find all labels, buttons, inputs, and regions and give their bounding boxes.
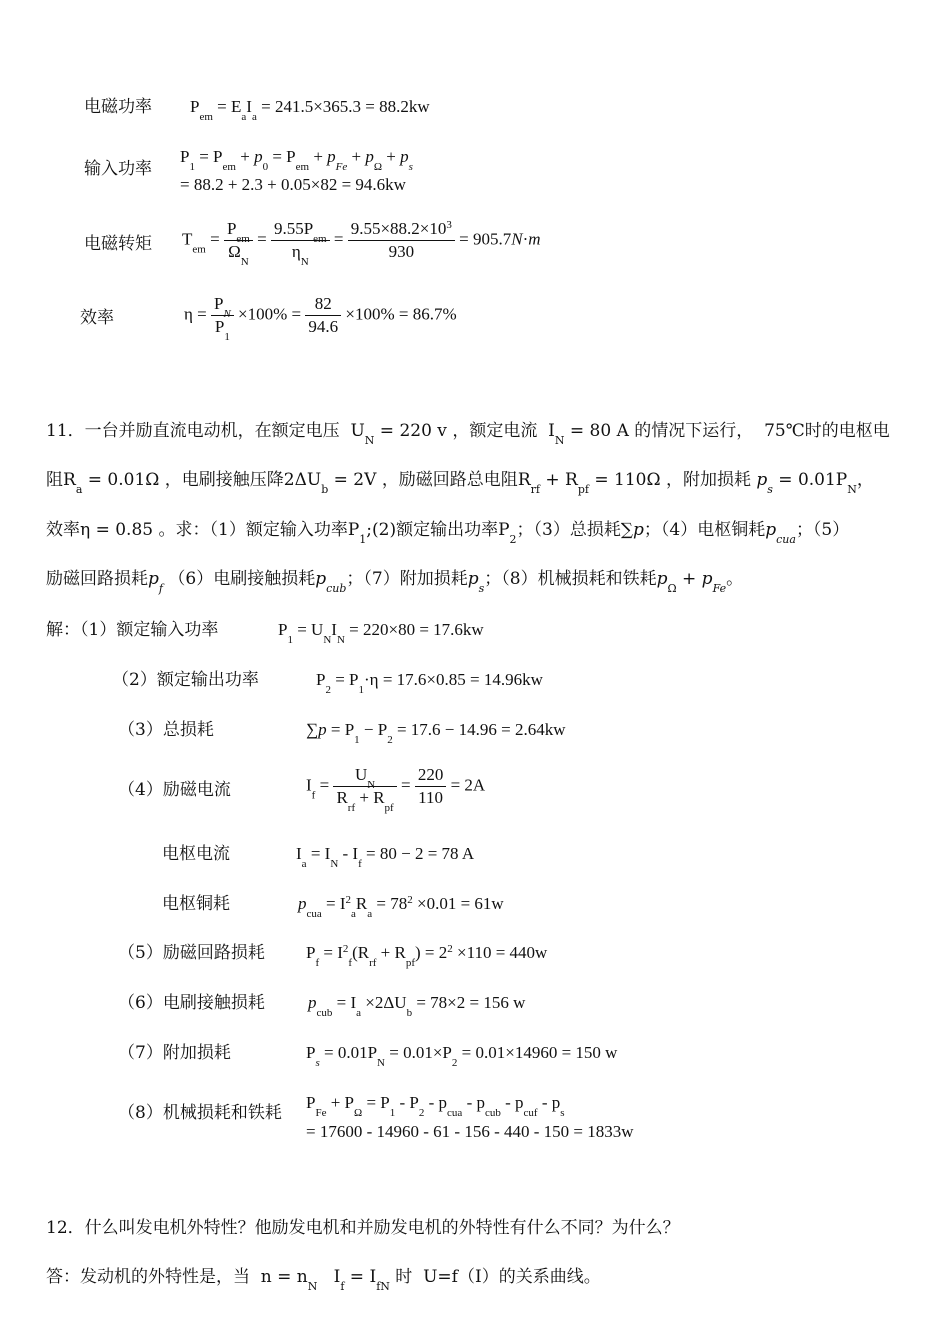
- sol-8-label: （8）机械损耗和铁耗: [118, 1103, 282, 1123]
- q11-text: 阻: [46, 470, 63, 490]
- em-power-label: 电磁功率: [84, 97, 152, 117]
- sol-2-equation: $P_2 = P_1\cdot\eta = 17.6\times 0.85 = 14.96kw$: [316, 670, 543, 696]
- sol-1-equation: $P_1 = U_NI_N = 220\times 80 = 17.6kw$: [278, 620, 484, 646]
- q11-text: ，额定电流: [452, 421, 538, 441]
- q11-text: ；（4）电枢铜耗: [643, 520, 766, 540]
- sol-5-equation: $P_f = I^2_f(R_{rf} + R_{pf}) = 2^2 \times 110 = 440w$: [306, 943, 548, 969]
- q11-text: ，附加损耗: [665, 470, 751, 490]
- sol-3-label: （3）总损耗: [118, 720, 214, 740]
- q11-text: 的情况下运行，: [634, 421, 754, 441]
- q12-answer: 答：发动机的外特性是，当 $n = n_N$ $I_f = I_{fN}$ 时 U=f（I）的关系曲线。: [46, 1267, 601, 1293]
- q11-text: ；（3）总损耗: [516, 520, 621, 540]
- q11-text: 11．一台并励直流电动机，在额定电压: [46, 421, 340, 441]
- input-power-equation-line2: = 88.2 + 2.3 + 0.05×82 = 94.6kw: [180, 175, 406, 194]
- sol-4c-label: 电枢铜耗: [162, 894, 230, 914]
- q11-line2: 阻$R_a = 0.01\Omega$ ，电刷接触压降$2\Delta U_b = 2V$ ，励磁回路总电阻$R_{rf} + R_{pf} = 110\Omega$ ，附加损耗 $p_s = 0.01P_N$，: [46, 470, 874, 496]
- em-torque-equation: $T_{em}$ = $\frac{P_{em}}{\Omega_N}$ = $\frac{9.55P_{em}}{\eta_N}$ = $\frac{9.55\times 88.2\times 10^3}{930}$ = 905.7N·m: [182, 219, 541, 268]
- sol-4-equation: $I_f$ = $\frac{U_N}{R_{rf} + R_{pf}}$ = $\frac{220}{110}$ = 2A: [306, 765, 486, 814]
- q11-text: 75℃时的电枢电: [764, 421, 890, 441]
- input-power-label: 输入功率: [84, 159, 152, 179]
- q12-question: 12．什么叫发电机外特性？他励发电机和并励发电机的外特性有什么不同？为什么？: [46, 1218, 680, 1238]
- sol-8-equation-line2: = 17600 - 14960 - 61 - 156 - 440 - 150 = 1833w: [306, 1122, 634, 1141]
- sol-6-equation: $p_{cub} = I_a \times 2\Delta U_b = 78\times 2 = 156$ w: [308, 993, 526, 1019]
- q12-text: U=f（I）的关系曲线。: [423, 1267, 601, 1287]
- q11-text: ；（7）附加损耗: [346, 569, 468, 589]
- input-power-equation-line1: $P_1 = P_{em} + p_0 = P_{em} + p_{Fe} + p_\Omega + p_s$: [180, 147, 413, 173]
- sol-6-label: （6）电刷接触损耗: [118, 993, 265, 1013]
- q11-text: ；（5）: [795, 520, 850, 540]
- q11-line4: 励磁回路损耗$p_f$ （6）电刷接触损耗$p_{cub}$；（7）附加损耗$p_s$；（8）机械损耗和铁耗$p_\Omega + p_{Fe}$。: [46, 569, 744, 595]
- efficiency-label: 效率: [80, 308, 114, 328]
- em-torque-label: 电磁转矩: [84, 234, 152, 254]
- sol-2-label: （2）额定输出功率: [112, 670, 259, 690]
- sol-7-equation: $P_s = 0.01P_N = 0.01\times P_2 = 0.01\times 14960 = 150$ w: [306, 1043, 618, 1069]
- q11-text: 。: [726, 569, 744, 589]
- sol-4b-label: 电枢电流: [162, 844, 230, 864]
- efficiency-equation: η = $\frac{P_N}{P_1}$ ×100% = $\frac{82}{94.6}$ ×100% = 86.7%: [184, 294, 457, 343]
- q11-text: （6）电刷接触损耗: [168, 569, 316, 589]
- q12-text: 答：发动机的外特性是，当: [46, 1267, 250, 1287]
- sol-8-equation-line1: $P_{Fe} + P_\Omega = P_1 - P_2 - p_{cua} - p_{cub} - p_{cuf} - p_s$: [306, 1093, 565, 1119]
- q11-text: ；（8）机械损耗和铁耗: [484, 569, 657, 589]
- q11-text: 励磁回路损耗: [46, 569, 148, 589]
- q12-text: 时: [395, 1267, 413, 1287]
- sol-4b-equation: $I_a = I_N - I_f = 80 - 2 = 78$ A: [296, 844, 475, 870]
- q11-text: ，励磁回路总电阻: [381, 470, 518, 490]
- q11-text: 效率: [46, 520, 80, 540]
- q11-text: 。求：（1）额定输入功率: [158, 520, 348, 540]
- sol-1-label: 解：（1）额定输入功率: [46, 620, 219, 640]
- em-power-equation: $P_{em} = E_aI_a = 241.5\times 365.3 = 88.2kw$: [190, 97, 430, 123]
- q11-line1: 11．一台并励直流电动机，在额定电压 $U_N = 220$ v ，额定电流 $I_N = 80$ A 的情况下运行， 75℃时的电枢电: [46, 421, 890, 447]
- sol-7-label: （7）附加损耗: [118, 1043, 231, 1063]
- sol-5-label: （5）励磁回路损耗: [118, 943, 265, 963]
- sol-3-equation: $\sum p = P_1 - P_2 = 17.6 - 14.96 = 2.64kw$: [306, 720, 566, 746]
- sol-4c-equation: $p_{cua} = I^2_aR_a = 78^2 \times 0.01 = 61w$: [298, 894, 504, 920]
- sol-4-label: （4）励磁电流: [118, 780, 231, 800]
- q11-text: ，电刷接触压降: [164, 470, 284, 490]
- q11-line3: 效率η = 0.85 。求：（1）额定输入功率$P_1;(2)$额定输出功率$P_2$；（3）总损耗∑p；（4）电枢铜耗$p_{cua}$；（5）: [46, 520, 850, 546]
- q11-text: ;(2)额定输出功率: [366, 520, 499, 540]
